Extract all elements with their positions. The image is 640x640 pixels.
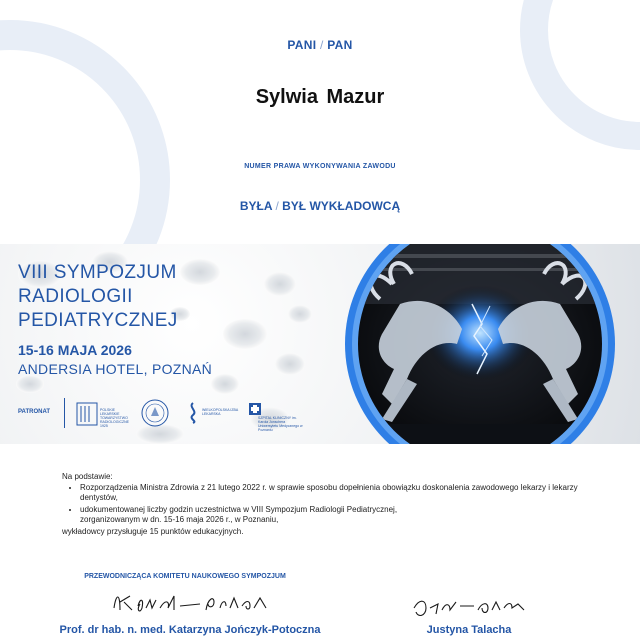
symposium-hero-illustration bbox=[322, 244, 640, 444]
legal-basis-list bbox=[80, 483, 582, 525]
radiological-society-logo-icon bbox=[76, 402, 98, 426]
event-dates: 15-16 MAJA 2026 bbox=[18, 342, 132, 358]
license-number-label: NUMER PRAWA WYKONYWANIA ZAWODU bbox=[244, 163, 396, 170]
role-statement bbox=[0, 199, 640, 213]
event-title-line1: VIII SYMPOZJUM bbox=[18, 262, 177, 283]
event-title-line3: PEDIATRYCZNEJ bbox=[18, 310, 178, 331]
points-statement: wykładowcy przysługuje 15 punktów edukacyjnych. bbox=[62, 527, 244, 536]
salutation-separator: / bbox=[319, 38, 324, 52]
patronage-divider bbox=[64, 398, 65, 428]
clinical-hospital-logo-icon bbox=[248, 402, 262, 416]
left-signature bbox=[110, 588, 270, 618]
participation-line1: udokumentowanej liczby godzin uczestnictwa w VIII Sympozjum Radiologii Pediatrycznej, bbox=[80, 505, 398, 514]
certificate-body bbox=[62, 472, 582, 537]
role-female: BYŁA bbox=[239, 199, 273, 213]
patron-3-name: WIELKOPOLSKA IZBA LEKARSKA bbox=[202, 408, 238, 416]
medical-chamber-logo-icon bbox=[186, 402, 200, 424]
left-signer-name: Prof. dr hab. n. med. Katarzyna Jończyk-Potoczna bbox=[59, 624, 321, 636]
recipient-name: Sylwia Mazur bbox=[255, 86, 385, 108]
salutation-female: PANI bbox=[287, 38, 317, 52]
patron-1-name: POLSKIE LEKARSKIE TOWARZYSTWO RADIOLOGICZNE 1925 bbox=[100, 408, 129, 428]
legal-basis-intro: Na podstawie: bbox=[62, 472, 113, 481]
right-signature bbox=[410, 594, 530, 620]
legal-basis-item bbox=[80, 505, 582, 525]
right-signer-name: Justyna Talacha bbox=[426, 624, 512, 636]
legal-basis-item: • Rozporządzenia Ministra Zdrowia z 21 lutego 2022 r. w sprawie sposobu dopełnienia obowiązku doskonalenia zawodowego lekarzy i lekarzy dentystów, bbox=[80, 483, 582, 503]
event-venue: ANDERSIA HOTEL, POZNAŃ bbox=[18, 361, 213, 377]
event-banner bbox=[0, 244, 640, 444]
event-title-line2: RADIOLOGII bbox=[18, 286, 133, 307]
role-male: BYŁ WYKŁADOWCĄ bbox=[282, 199, 401, 213]
decorative-arc-right bbox=[520, 0, 640, 150]
committee-chair-label: PRZEWODNICZĄCA KOMITETU NAUKOWEGO SYMPOZJUM bbox=[84, 573, 286, 580]
university-seal-icon bbox=[140, 398, 170, 428]
salutation bbox=[0, 38, 640, 52]
participation-line2: zorganizowanym w dn. 15-16 maja 2026 r., w Poznaniu, bbox=[80, 515, 279, 524]
patron-4-name: SZPITAL KLINICZNY im. Karola Jonschera Uniwersytetu Medycznego w Poznaniu bbox=[258, 416, 303, 432]
salutation-male: PAN bbox=[327, 38, 353, 52]
role-separator: / bbox=[275, 199, 279, 213]
patronage-label: PATRONAT bbox=[18, 409, 50, 415]
